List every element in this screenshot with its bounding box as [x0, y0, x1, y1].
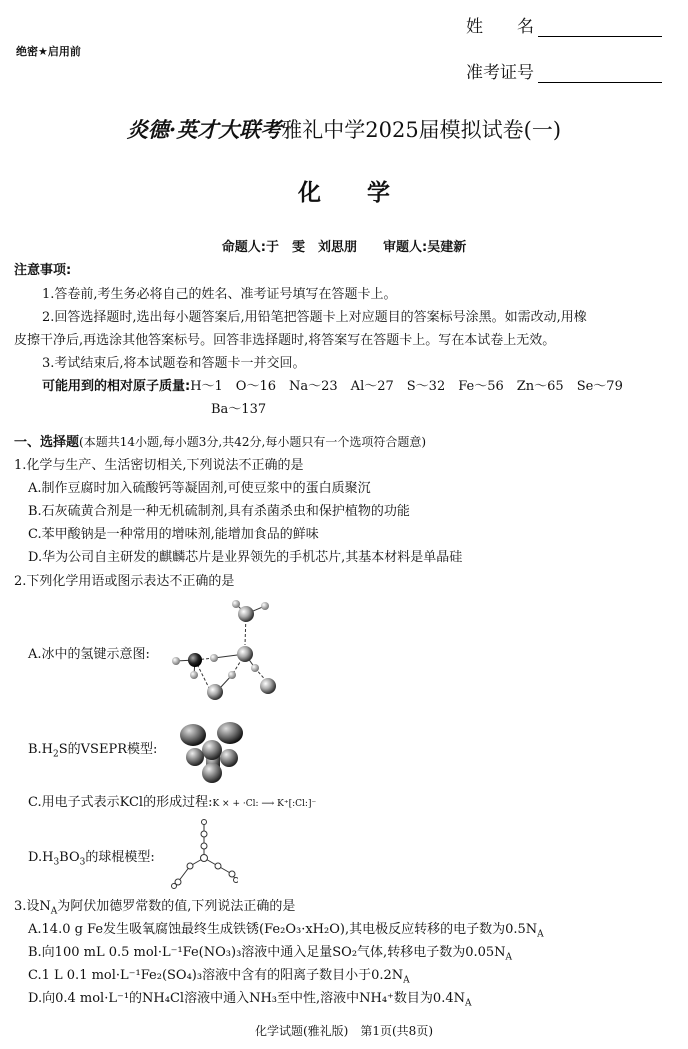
exam-no-field — [466, 58, 662, 83]
q3-stem-1: 3.设N — [14, 899, 51, 914]
h3bo3-ball-stick-model — [170, 818, 238, 890]
q3-a-sub: A — [537, 929, 544, 940]
q2-d-text-3: 的球棍模型: — [85, 850, 155, 865]
q3-b-text: B.向100 mL 0.5 mol·L⁻¹Fe(NO₃)₃溶液中通入足量SO₂气体,转移电子数为0.05N — [28, 945, 506, 960]
section-title: 一、选择题 — [14, 435, 80, 450]
q3-d-sub: A — [464, 998, 472, 1009]
q2-option-a: A.冰中的氢键示意图: — [28, 647, 150, 662]
note-2b: 皮擦干净后,再选涂其他答案标号。回答非选择题时,将答案写在答题卡上。写在本试卷上无效。 — [14, 333, 556, 348]
oxygen-atom — [238, 606, 254, 622]
q3-option-c — [28, 968, 410, 984]
brand-name: 炎德·英才大联考 — [126, 117, 282, 142]
atomic-mass-line — [42, 379, 623, 395]
q3-option-d — [28, 991, 471, 1007]
q1-option-d: D.华为公司自主研发的麒麟芯片是业界领先的手机芯片,其基本材料是单晶硅 — [28, 550, 463, 565]
atomic-mass-values: H～1 O～16 Na～23 Al～27 S～32 Fe～56 Zn～65 Se～79 — [190, 379, 623, 394]
q3-stem-sub: A — [50, 906, 58, 917]
q3-a-text: A.14.0 g Fe发生吸氧腐蚀最终生成铁锈(Fe₂O₃·xH₂O),其电极反应转移的电子数为0.5N — [28, 922, 538, 937]
q2-option-d — [28, 850, 155, 866]
note-3: 3.考试结束后,将本试题卷和答题卡一并交回。 — [42, 356, 306, 371]
q2-d-text-2: BO — [59, 850, 80, 865]
q3-b-sub: A — [505, 952, 513, 963]
q2-d-text-1: D.H — [28, 850, 54, 865]
name-label: 姓 名 — [466, 17, 534, 37]
exam-no-blank — [538, 64, 662, 83]
name-field — [466, 12, 662, 37]
atomic-mass-label: 可能用到的相对原子质量: — [42, 379, 191, 394]
q2-d-sub-1: 3 — [53, 857, 60, 868]
note-2a: 2.回答选择题时,选出每小题答案后,用铅笔把答题卡上对应题目的答案标号涂黑。如需改动,用橡 — [42, 310, 587, 325]
q3-c-sub: A — [403, 975, 410, 986]
ice-hydrogen-bond-diagram — [168, 598, 288, 710]
q3-c-text: C.1 L 0.1 mol·L⁻¹Fe₂(SO₄)₃溶液中含有的阳离子数目小于0.2N — [28, 968, 404, 983]
q2-c-text: C.用电子式表示KCl的形成过程: — [28, 795, 213, 810]
notes-heading: 注意事项: — [14, 263, 72, 278]
authors: 命题人:于 雯 刘思朋 审题人:吴建新 — [221, 240, 467, 255]
h2s-vsepr-model — [176, 718, 248, 784]
q3-option-a — [28, 922, 544, 938]
exam-title-rest: 雅礼中学2025届模拟试卷(一) — [281, 118, 562, 142]
q3-option-b — [28, 945, 512, 961]
name-blank — [538, 18, 662, 37]
q1-stem: 1.化学与生产、生活密切相关,下列说法不正确的是 — [14, 458, 304, 473]
section-desc: (本题共14小题,每小题3分,共42分,每小题只有一个选项符合题意) — [79, 435, 426, 449]
q3-stem — [14, 899, 295, 915]
page-footer: 化学试题(雅礼版) 第1页(共8页) — [255, 1024, 433, 1038]
q2-d-sub-2: 3 — [79, 857, 86, 868]
q3-stem-2: 为阿伏加德罗常数的值,下列说法正确的是 — [57, 899, 296, 914]
q2-stem: 2.下列化学用语或图示表达不正确的是 — [14, 574, 235, 589]
secret-label: 绝密★启用前 — [16, 45, 81, 58]
note-1: 1.答卷前,考生务必将自己的姓名、准考证号填写在答题卡上。 — [42, 287, 397, 302]
q2-b-sub: 2 — [53, 749, 59, 760]
q2-option-c — [28, 795, 316, 812]
q2-option-b — [28, 742, 157, 758]
subject-title: 化 学 — [298, 180, 390, 206]
q1-option-b: B.石灰硫黄合剂是一种无机硫制剂,具有杀菌杀虫和保护植物的功能 — [28, 504, 410, 519]
q2-b-text-2: S的VSEPR模型: — [58, 742, 158, 757]
exam-no-label: 准考证号 — [466, 63, 534, 83]
q3-d-text: D.向0.4 mol·L⁻¹的NH₄Cl溶液中通入NH₃至中性,溶液中NH₄⁺数目为0.4N — [28, 991, 465, 1006]
kcl-electron-formula: K × + ·Cl: ⟶ K⁺[:Cl:]⁻ — [212, 799, 317, 809]
q1-option-a: A.制作豆腐时加入硫酸钙等凝固剂,可使豆浆中的蛋白质聚沉 — [28, 481, 371, 496]
section-heading — [14, 434, 426, 451]
atomic-mass-values-2: Ba～137 — [211, 402, 267, 417]
exam-title — [0, 114, 688, 144]
q2-b-text-1: B.H — [28, 742, 54, 757]
q1-option-c: C.苯甲酸钠是一种常用的增味剂,能增加食品的鲜味 — [28, 527, 319, 542]
